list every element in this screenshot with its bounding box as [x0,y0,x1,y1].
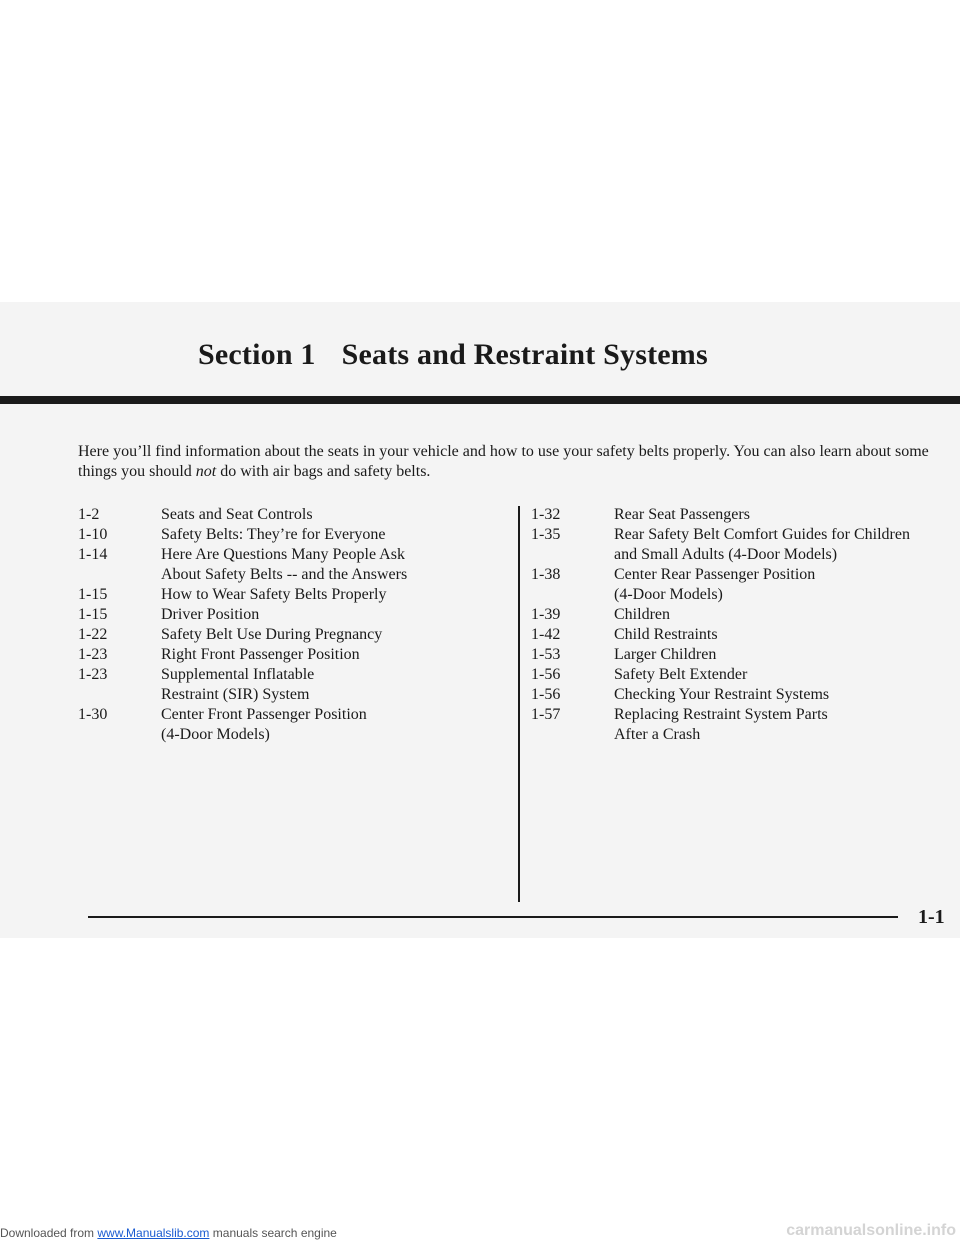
toc-entry [78,705,498,745]
toc-entry [531,685,959,705]
toc-entry-title: Rear Seat Passengers [614,506,750,523]
section-title: Seats and Restraint Systems [341,338,708,371]
toc-entry [531,565,959,605]
toc-entry-title: Replacing Restraint System Parts After a Crash [614,706,828,743]
heading-rule [0,396,960,404]
section-heading [198,338,708,372]
toc-page-ref: 1-39 [531,606,561,623]
toc-entry-title: Driver Position [161,606,260,623]
toc-entry-title: Center Front Passenger Position (4-Door Models) [161,706,367,743]
toc-entry-title: Safety Belt Extender [614,666,748,683]
toc-entry-title: Child Restraints [614,626,718,643]
toc-page-ref: 1-57 [531,706,561,723]
toc-entry [78,625,498,645]
toc-page-ref: 1-38 [531,566,561,583]
manualslib-link[interactable]: www.Manualslib.com [97,1226,210,1240]
toc-page-ref: 1-23 [78,646,108,663]
toc-entry-title: How to Wear Safety Belts Properly [161,586,387,603]
toc-page-ref: 1-56 [531,666,561,683]
toc-page-ref: 1-15 [78,606,108,623]
toc-entry-title: Children [614,606,670,623]
toc-page-ref: 1-30 [78,706,108,723]
toc-page-ref: 1-42 [531,626,561,643]
toc-page-ref: 1-35 [531,526,561,543]
toc-entry-title: Safety Belts: They’re for Everyone [161,526,386,543]
intro-paragraph: Here you’ll find information about the seats in your vehicle and how to use your safety belts properly. You can also learn about some things you should not do with air bags and safety belts. [78,443,929,480]
toc-entry [531,505,959,525]
toc-page-ref: 1-56 [531,686,561,703]
toc-entry [531,665,959,685]
toc-entry [78,645,498,665]
toc-entry-title: Right Front Passenger Position [161,646,360,663]
manual-page [0,302,960,938]
download-footer: Downloaded from www.Manualslib.com manuals search engine [0,1226,337,1240]
toc-page-ref: 1-15 [78,586,108,603]
toc-entry [531,625,959,645]
toc-entry-title: Here Are Questions Many People Ask About Safety Belts -- and the Answers [161,546,408,583]
toc-entry [78,505,498,525]
toc-page-ref: 1-23 [78,666,108,683]
intro-emphasis: not [195,463,217,480]
toc-entry-title: Supplemental Inflatable Restraint (SIR) System [161,666,315,703]
toc-page-ref: 1-10 [78,526,108,543]
toc-page-ref: 1-32 [531,506,561,523]
toc-entry [531,605,959,625]
toc-entry-title: Center Rear Passenger Position (4-Door Models) [614,566,816,603]
page-number: 1-1 [918,906,945,928]
toc-entry [531,645,959,665]
toc-page-ref: 1-53 [531,646,561,663]
toc-entry [78,605,498,625]
toc-entry [78,545,498,585]
toc-entry-title: Rear Safety Belt Comfort Guides for Children and Small Adults (4-Door Models) [614,526,910,563]
toc-entry [78,585,498,605]
toc-entry-title: Checking Your Restraint Systems [614,686,830,703]
toc-entry [531,525,959,565]
toc-entry-title: Larger Children [614,646,717,663]
watermark-text: carmanualsonline.info [786,1222,956,1239]
toc-page-ref: 1-2 [78,506,100,523]
toc-entry [78,665,498,705]
toc-entry-title: Seats and Seat Controls [161,506,313,523]
footer-rule [88,916,898,918]
toc-entry [531,705,959,745]
column-divider [518,506,520,902]
toc-entry [78,525,498,545]
toc-entry-title: Safety Belt Use During Pregnancy [161,626,383,643]
toc-page-ref: 1-22 [78,626,108,643]
toc-left-column [78,505,498,745]
section-number: Section 1 [198,338,316,371]
toc-page-ref: 1-14 [78,546,108,563]
toc-right-column [531,505,959,745]
